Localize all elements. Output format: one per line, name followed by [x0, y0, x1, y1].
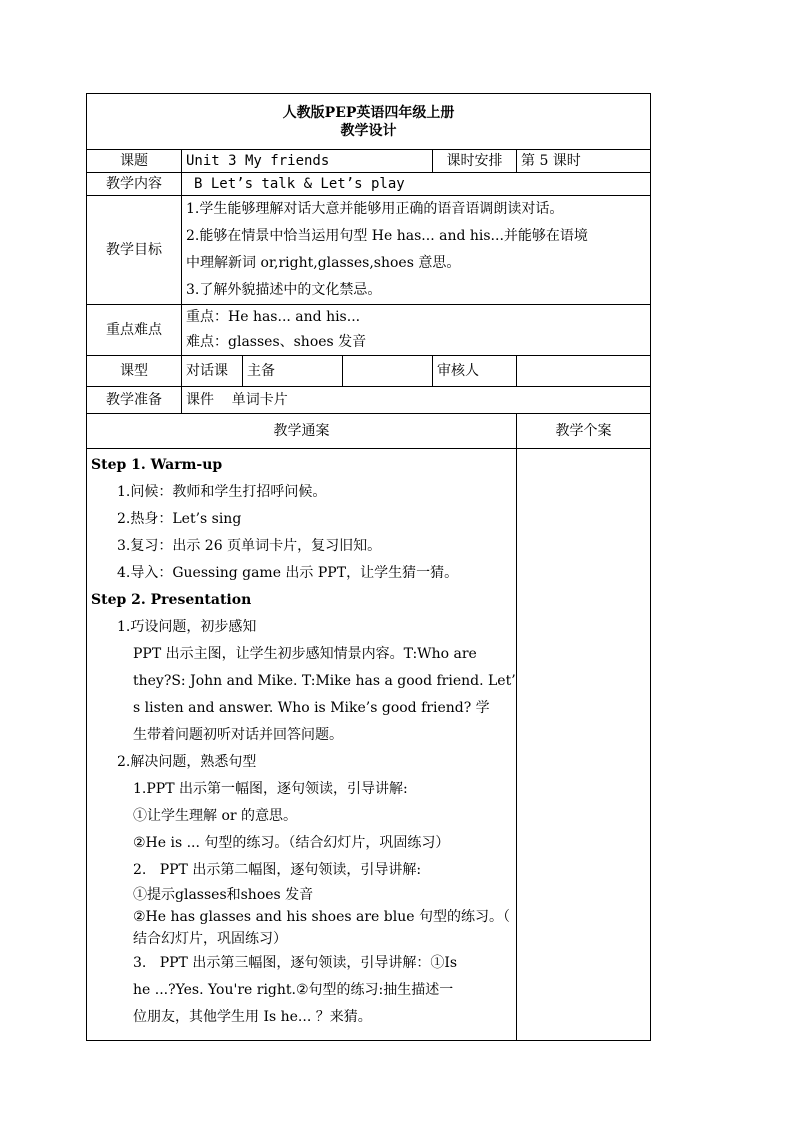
- goals-value: [182, 196, 651, 305]
- sub2-line: he ...?Yes. You're right.②句型的练习:抽生描述一: [133, 982, 454, 998]
- schedule-value: 第 5 课时: [517, 150, 651, 173]
- sub1-line: they?S: John and Mike. T:Mike has a good friend. Let’: [133, 673, 516, 689]
- prepare-label: 主备: [243, 356, 343, 387]
- sub2-line: 2. PPT 出示第二幅图，逐句领读，引导讲解:: [133, 862, 422, 878]
- sub2-line: 结合幻灯片，巩固练习）: [133, 931, 287, 947]
- sub2-line: ②He is ... 句型的练习。（结合幻灯片，巩固练习）: [133, 835, 450, 851]
- side-plan-body: [517, 449, 651, 1041]
- prep-value: 课件 单词卡片: [182, 387, 651, 414]
- step1-title: Step 1. Warm-up: [91, 457, 223, 473]
- sub2-line: ①让学生理解 or 的意思。: [133, 808, 298, 824]
- keypoints-label: 重点难点: [87, 305, 182, 356]
- review-label: 审核人: [433, 356, 517, 387]
- sub1-title: 1.巧设问题，初步感知: [117, 619, 257, 635]
- difficult-point: 难点：glasses、shoes 发音: [186, 334, 367, 350]
- sub2-line: ②He has glasses and his shoes are blue 句型的练习。（: [133, 909, 510, 925]
- main-plan-body: [87, 449, 517, 1041]
- content-label: 教学内容: [87, 173, 182, 196]
- goals-label: 教学目标: [87, 196, 182, 305]
- sub2-title: 2.解决问题，熟悉句型: [117, 754, 257, 770]
- title-line-2: 教学设计: [340, 122, 397, 139]
- review-value: [517, 356, 651, 387]
- goal-item: 2.能够在情景中恰当运用句型 He has... and his...并能够在语境: [186, 228, 588, 244]
- keypoints-value: [182, 305, 651, 356]
- step1-item: 3.复习：出示 26 页单词卡片，复习旧知。: [117, 538, 382, 554]
- document-title: [87, 94, 651, 150]
- sub2-line: 位朋友，其他学生用 Is he... ？来猜。: [133, 1009, 372, 1025]
- step2-title: Step 2. Presentation: [91, 592, 252, 608]
- sub1-line: 生带着问题初听对话并回答问题。: [133, 727, 343, 743]
- type-value: 对话课: [182, 356, 243, 387]
- step1-item: 2.热身：Let’s sing: [117, 511, 242, 527]
- type-label: 课型: [87, 356, 182, 387]
- content-value: B Let’s talk & Let’s play: [182, 173, 651, 196]
- side-plan-header: 教学个案: [517, 414, 651, 449]
- sub2-line: 3. PPT 出示第三幅图，逐句领读，引导讲解：①Is: [133, 955, 458, 971]
- goal-item: 中理解新词 or,right,glasses,shoes 意思。: [186, 255, 461, 271]
- step1-item: 1.问候：教师和学生打招呼问候。: [117, 484, 327, 500]
- sub2-line: 1.PPT 出示第一幅图，逐句领读，引导讲解:: [133, 781, 408, 797]
- prepare-value: [343, 356, 433, 387]
- step1-item: 4.导入：Guessing game 出示 PPT，让学生猜一猜。: [117, 565, 459, 581]
- prep-label: 教学准备: [87, 387, 182, 414]
- sub1-line: s listen and answer. Who is Mike’s good friend? 学: [133, 700, 490, 716]
- sub1-line: PPT 出示主图，让学生初步感知情景内容。T:Who are: [133, 646, 477, 662]
- goal-item: 1.学生能够理解对话大意并能够用正确的语音语调朗读对话。: [186, 201, 564, 217]
- lesson-plan-table: [86, 93, 651, 1041]
- sub2-line: ①提示glasses和shoes 发音: [133, 887, 314, 903]
- topic-label: 课题: [87, 150, 182, 173]
- title-line-1: 人教版PEP英语四年级上册: [282, 104, 455, 121]
- schedule-label: 课时安排: [433, 150, 517, 173]
- topic-value: Unit 3 My friends: [182, 150, 433, 173]
- main-plan-header: 教学通案: [87, 414, 517, 449]
- goal-item: 3.了解外貌描述中的文化禁忌。: [186, 282, 382, 298]
- key-point: 重点：He has... and his...: [186, 309, 361, 325]
